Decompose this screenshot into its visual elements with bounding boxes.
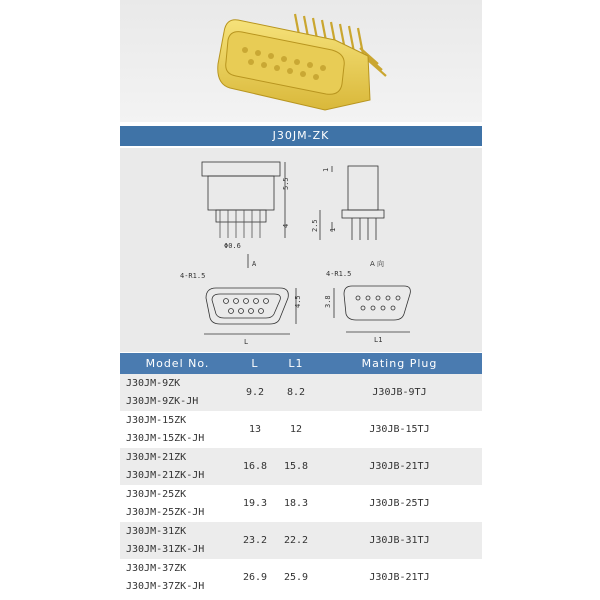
radius-right-label: 4-R1.5 bbox=[326, 270, 352, 278]
model-cell: J30JM-37ZK bbox=[126, 562, 187, 574]
table-row bbox=[120, 485, 482, 504]
dim-45-label: 4.5 bbox=[294, 295, 302, 308]
model-cell: J30JM-9ZK bbox=[120, 374, 235, 393]
view-a-label: A 向 bbox=[370, 260, 385, 268]
dim-25-label: 2.5 bbox=[311, 219, 319, 232]
l-cell: 23.2 bbox=[235, 522, 275, 559]
dim-4-label: 4 bbox=[282, 223, 290, 228]
model-cell: J30JM-31ZK-JH bbox=[120, 541, 235, 560]
arrow-a-label: A bbox=[252, 260, 257, 268]
table-header-row bbox=[120, 353, 482, 374]
plug-cell: J30JB-9TJ bbox=[317, 374, 482, 411]
dim-55-label: 5.5 bbox=[282, 177, 290, 190]
header-model: Model No. bbox=[120, 353, 235, 374]
plug-cell: J30JB-15TJ bbox=[369, 424, 430, 435]
front-view bbox=[202, 162, 285, 238]
dim-l-label: L bbox=[244, 338, 249, 346]
face-view-right bbox=[334, 286, 410, 332]
l-cell: 13 bbox=[248, 424, 262, 435]
dim-1b-label: 1 bbox=[329, 227, 337, 232]
l-cell: 16.8 bbox=[235, 448, 275, 485]
header-plug: Mating Plug bbox=[317, 353, 482, 374]
table-row bbox=[120, 374, 482, 393]
dimension-drawing bbox=[120, 148, 482, 352]
dim-l1-label: L1 bbox=[374, 336, 383, 344]
model-cell: J30JM-37ZK-JH bbox=[126, 581, 205, 593]
dim-1-label: 1 bbox=[322, 167, 330, 172]
plug-cell: J30JB-25TJ bbox=[369, 498, 430, 509]
model-cell: J30JM-9ZK-JH bbox=[120, 393, 235, 412]
spec-table bbox=[120, 353, 482, 596]
product-photo bbox=[120, 0, 482, 122]
dim-38-label: 3.8 bbox=[324, 295, 332, 308]
model-cell: J30JM-15ZK-JH bbox=[126, 433, 205, 445]
face-view-left bbox=[204, 288, 296, 334]
datasheet bbox=[120, 0, 482, 600]
model-cell: J30JM-15ZK bbox=[126, 414, 187, 426]
product-title: J30JM-ZK bbox=[120, 126, 482, 146]
model-cell: J30JM-25ZK-JH bbox=[126, 507, 205, 519]
table-row bbox=[120, 522, 482, 541]
plug-cell: J30JB-21TJ bbox=[317, 448, 482, 485]
l1-cell: 18.3 bbox=[283, 498, 309, 509]
l-cell: 26.9 bbox=[242, 572, 268, 583]
radius-left-label: 4-R1.5 bbox=[180, 272, 206, 280]
model-cell: J30JM-31ZK bbox=[120, 522, 235, 541]
table-row bbox=[120, 448, 482, 467]
l-cell: 19.3 bbox=[242, 498, 268, 509]
header-l: L bbox=[235, 353, 275, 374]
l-cell: 9.2 bbox=[235, 374, 275, 411]
l1-cell: 22.2 bbox=[275, 522, 317, 559]
plug-cell: J30JB-21TJ bbox=[369, 572, 430, 583]
dim-phi-label: Φ0.6 bbox=[224, 242, 241, 250]
l1-cell: 12 bbox=[289, 424, 303, 435]
model-cell: J30JM-21ZK-JH bbox=[120, 467, 235, 486]
l1-cell: 15.8 bbox=[275, 448, 317, 485]
model-cell: J30JM-25ZK bbox=[126, 488, 187, 500]
table-row bbox=[120, 559, 482, 578]
model-cell: J30JM-21ZK bbox=[120, 448, 235, 467]
l1-cell: 25.9 bbox=[283, 572, 309, 583]
technical-drawing bbox=[120, 148, 482, 352]
header-l1: L1 bbox=[275, 353, 317, 374]
table-row bbox=[120, 411, 482, 430]
l1-cell: 8.2 bbox=[275, 374, 317, 411]
connector-render bbox=[120, 0, 482, 122]
plug-cell: J30JB-31TJ bbox=[317, 522, 482, 559]
